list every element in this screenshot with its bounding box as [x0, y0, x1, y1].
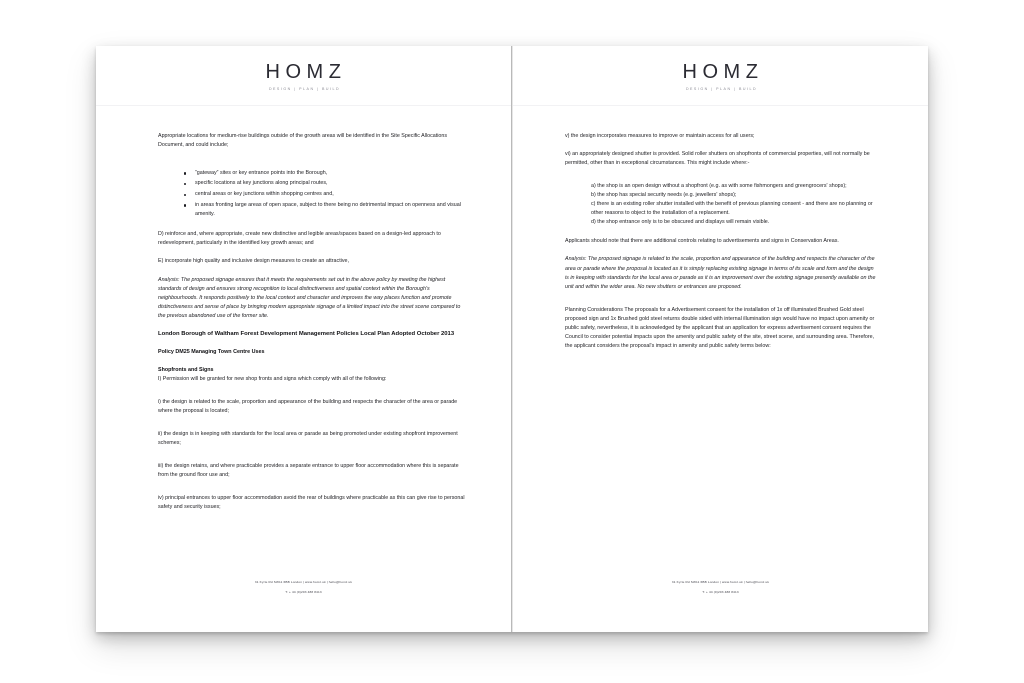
sublist-item-a: a) the shop is an open design without a shopfront (e.g. as with some fishmongers and greengrocers' shops);	[591, 182, 847, 189]
intro-paragraph: Appropriate locations for medium-rise buildings outside of the growth areas will be identified in the Site Specific Allocations Document, and could include;	[158, 132, 448, 148]
page-spread	[96, 46, 928, 632]
spacer	[565, 227, 876, 237]
sublist-item-b: b) the shop has special security needs (e.g. jewellers' shops);	[591, 191, 737, 198]
page-footer-left	[96, 579, 511, 596]
homz-logo: HOMZ	[265, 61, 347, 83]
shutter-exception-list	[565, 182, 876, 227]
criterion-ii: ii) the design is in keeping with standards for the local area or parade as being promoted under existing shopfront improvement schemes;	[158, 430, 458, 446]
list-item: in areas fronting large areas of open space, subject to there being no detrimental impact on openness and visual amenity.	[184, 201, 467, 219]
criterion-i: i) the design is related to the scale, proportion and appearance of the building and respects the character of the area or parade where the proposal is located;	[158, 398, 458, 414]
sublist-item-d: d) the shop entrance only is to be obscured and displays will remain visible.	[591, 219, 770, 226]
permission-intro: I) Permission will be granted for new shop fronts and signs which comply with all of the following:	[158, 375, 387, 382]
policy-item-e: E) incorporate high quality and inclusive design measures to create an attractive,	[158, 258, 349, 265]
page-body-right	[513, 106, 928, 352]
page-header-left	[96, 46, 511, 106]
criterion-iii: iii) the design retains, and where practicable provides a separate entrance to upper floor accommodation where this is separate from the ground floor use and;	[158, 463, 459, 479]
list-item: central areas or key junctions within shopping centres and,	[184, 190, 467, 199]
footer-address: 31 Kyrle Rd SW11 6BB London | www.homz.uk | hello@homz.uk	[254, 580, 353, 584]
shopfronts-subheading: Shopfronts and Signs	[158, 366, 214, 373]
analysis-paragraph: Analysis: The proposed signage ensures that it meets the requirements set out in the above policy by meeting the highest standards of design and ensures strong recognition to local distinctiveness and spatial context within the Borough's neighbourhoods. It responds positively to the local context and character and improves the way places function and promote distinctiveness and sense of place by bringing modern appropriate signage of a limited impact into the street scene compared to the previous abandoned use of the former site.	[158, 276, 461, 319]
document-page-left[interactable]	[96, 46, 512, 632]
criterion-vi: vi) an appropriately designed shutter is provided. Solid roller shutters on shopfronts of commercial properties, will not normally be permitted, other than in exceptional circumstances. This might include where:-	[565, 150, 870, 166]
policy-item-d: D) reinforce and, where appropriate, create new distinctive and legible areas/spaces based on a design-led approach to redevelopment, particularly in the identified key growth areas; and	[158, 231, 441, 247]
list-item: “gateway” sites or key entrance points into the Borough,	[184, 169, 467, 178]
footer-phone: T: + 44 (0)203 488 8413	[702, 590, 739, 594]
location-bullet-list	[158, 169, 467, 219]
footer-address: 31 Kyrle Rd SW11 6BB London | www.homz.uk | hello@homz.uk	[671, 580, 770, 584]
spacer	[158, 220, 467, 230]
page-header-right	[513, 46, 928, 106]
planning-considerations-paragraph: Planning Considerations The proposals for a Advertisement consent for the installation of 1x off illuminated Brushed Gold steel proposed sign and 1x Brushed gold steel returns double sided with internal illumination sign would have no impact upon amenity or public safety, nevertheless, it is acknowledged by the applicant that an application for express advertisement consent requires the Council to consider potential impacts upon the amenity and public safety of the site, street scene, and surrounding area. Therefore, the applicant considers the proposal's impact in amenity and public safety terms below:	[565, 306, 875, 350]
footer-phone: T: + 44 (0)203 488 8413	[285, 590, 322, 594]
spacer	[158, 159, 467, 169]
homz-logo-tagline: DESIGN | PLAN | BUILD	[685, 87, 758, 91]
list-item: specific locations at key junctions along principal routes,	[184, 179, 467, 188]
homz-logo-tagline: DESIGN | PLAN | BUILD	[268, 87, 341, 91]
criterion-iv: iv) principal entrances to upper floor accommodation avoid the rear of buildings where practicable as this can give rise to personal safety and security issues;	[158, 495, 465, 511]
homz-logo: HOMZ	[682, 61, 764, 83]
conservation-note: Applicants should note that there are additional controls relating to advertisements and signs in Conservation Areas.	[565, 238, 839, 245]
sublist-item-c: c) there is an existing roller shutter installed with the benefit of previous planning consent - and there are no planning or other reasons to object to the installation of a replacement.	[591, 201, 873, 217]
document-page-right[interactable]	[512, 46, 928, 632]
policy-heading: Policy DM25 Managing Town Centre Uses	[158, 348, 265, 355]
criterion-v: v) the design incorporates measures to improve or maintain access for all users;	[565, 132, 755, 139]
page-body-left	[96, 106, 511, 513]
page-footer-right	[513, 579, 928, 596]
document-heading: London Borough of Waltham Forest Development Management Policies Local Plan Adopted October 2013	[158, 331, 455, 337]
analysis-paragraph: Analysis: The proposed signage is related to the scale, proportion and appearance of the building and respects the character of the area or parade where the proposal is located as it is simply replacing existing signage in terms of its scale and form and the design is in keeping with standards for the local area or parade as it is an improvement over the existing signage presently available on the unit and within the wider area. No new shutters or entrances are proposed.	[565, 256, 876, 290]
